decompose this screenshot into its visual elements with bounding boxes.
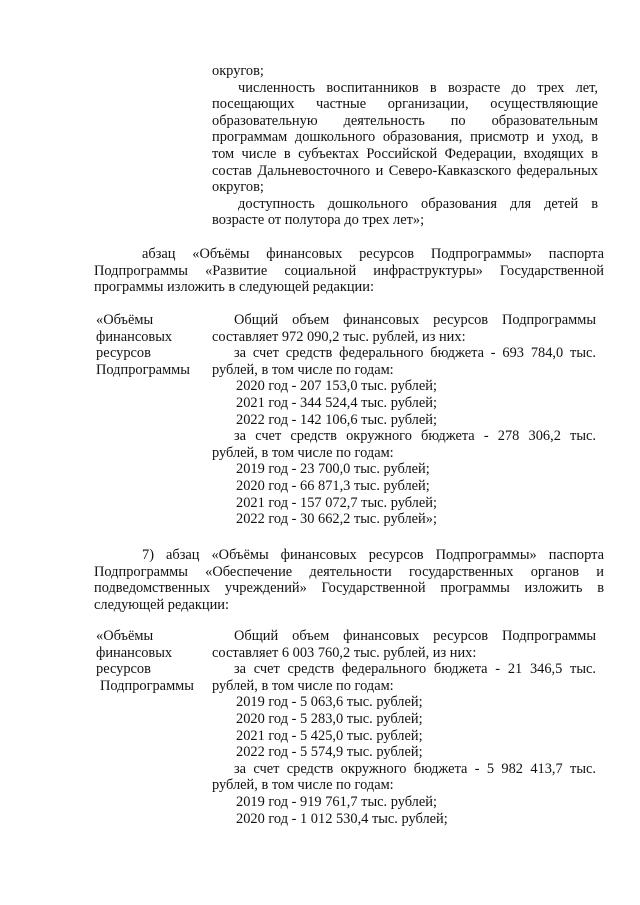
year-line: 2019 год - 23 700,0 тыс. рублей; bbox=[236, 461, 430, 478]
table-1-label bbox=[96, 312, 206, 378]
paragraph-item-7-text: 7) абзац «Объёмы финансовых ресурсов Подпрограммы» паспорта Подпрограммы «Обеспечение деятельности государственных органов и подведомственных учреждений» Государственной программы изложить в следующей редакции: bbox=[94, 547, 604, 613]
label-line: финансовых bbox=[96, 644, 173, 661]
federal-budget: за счет средств федерального бюджета - 693 784,0 тыс. рублей, в том числе по годам: bbox=[212, 345, 596, 378]
label-line: ресурсов bbox=[96, 345, 151, 362]
table-2-label bbox=[96, 628, 206, 694]
year-line: 2022 год - 30 662,2 тыс. рублей»; bbox=[236, 511, 437, 528]
paragraph-abzac-1-text: абзац «Объёмы финансовых ресурсов Подпрограммы» паспорта Подпрограммы «Развитие социальной инфраструктуры» Государственной программы изложить в следующей редакции: bbox=[94, 246, 604, 296]
year-line: 2019 год - 5 063,6 тыс. рублей; bbox=[236, 694, 423, 711]
year-line: 2020 год - 66 871,3 тыс. рублей; bbox=[236, 477, 430, 494]
paragraph-abzac-1 bbox=[94, 246, 604, 296]
label-line: ресурсов bbox=[96, 661, 151, 678]
table-1-values bbox=[212, 312, 596, 528]
top-list bbox=[212, 63, 598, 229]
label-line: «Объёмы bbox=[96, 628, 154, 644]
list-item-private-organizations: численность воспитанников в возрасте до трех лет, посещающих частные организации, осуществляющие образовательную деятельность по образовательным программам дошкольного образования, присмотр и уход, в том числе в субъектах Российской Федерации, входящих в состав Дальневосточного и Северо-Кавказского федеральных округов; bbox=[212, 79, 598, 196]
total-amount: Общий объем финансовых ресурсов Подпрограммы составляет 6 003 760,2 тыс. рублей, из них: bbox=[212, 628, 596, 661]
list-line-okrugov: округов; bbox=[212, 63, 264, 79]
year-line: 2020 год - 207 153,0 тыс. рублей; bbox=[236, 378, 437, 395]
district-budget: за счет средств окружного бюджета - 278 306,2 тыс. рублей, в том числе по годам: bbox=[212, 428, 596, 461]
list-item-accessibility: доступность дошкольного образования для детей в возрасте от полутора до трех лет»; bbox=[212, 195, 598, 229]
paragraph-item-7 bbox=[94, 547, 604, 613]
year-line: 2019 год - 919 761,7 тыс. рублей; bbox=[236, 793, 437, 810]
federal-budget: за счет средств федерального бюджета - 21 346,5 тыс. рублей, в том числе по годам: bbox=[212, 661, 596, 694]
year-line: 2022 год - 142 106,6 тыс. рублей; bbox=[236, 411, 437, 428]
year-line: 2021 год - 157 072,7 тыс. рублей; bbox=[236, 494, 437, 511]
year-line: 2020 год - 1 012 530,4 тыс. рублей; bbox=[236, 810, 448, 827]
year-line: 2021 год - 5 425,0 тыс. рублей; bbox=[236, 727, 423, 744]
total-amount: Общий объем финансовых ресурсов Подпрограммы составляет 972 090,2 тыс. рублей, из них: bbox=[212, 312, 596, 345]
label-line: «Объёмы bbox=[96, 312, 154, 328]
year-line: 2022 год - 5 574,9 тыс. рублей; bbox=[236, 744, 423, 761]
year-line: 2020 год - 5 283,0 тыс. рублей; bbox=[236, 710, 423, 727]
year-line: 2021 год - 344 524,4 тыс. рублей; bbox=[236, 394, 437, 411]
label-line: Подпрограммы bbox=[100, 677, 194, 694]
table-2-values bbox=[212, 628, 596, 827]
district-budget: за счет средств окружного бюджета - 5 982 413,7 тыс. рублей, в том числе по годам: bbox=[212, 760, 596, 794]
label-line: Подпрограммы bbox=[96, 361, 190, 378]
label-line: финансовых bbox=[96, 328, 173, 345]
